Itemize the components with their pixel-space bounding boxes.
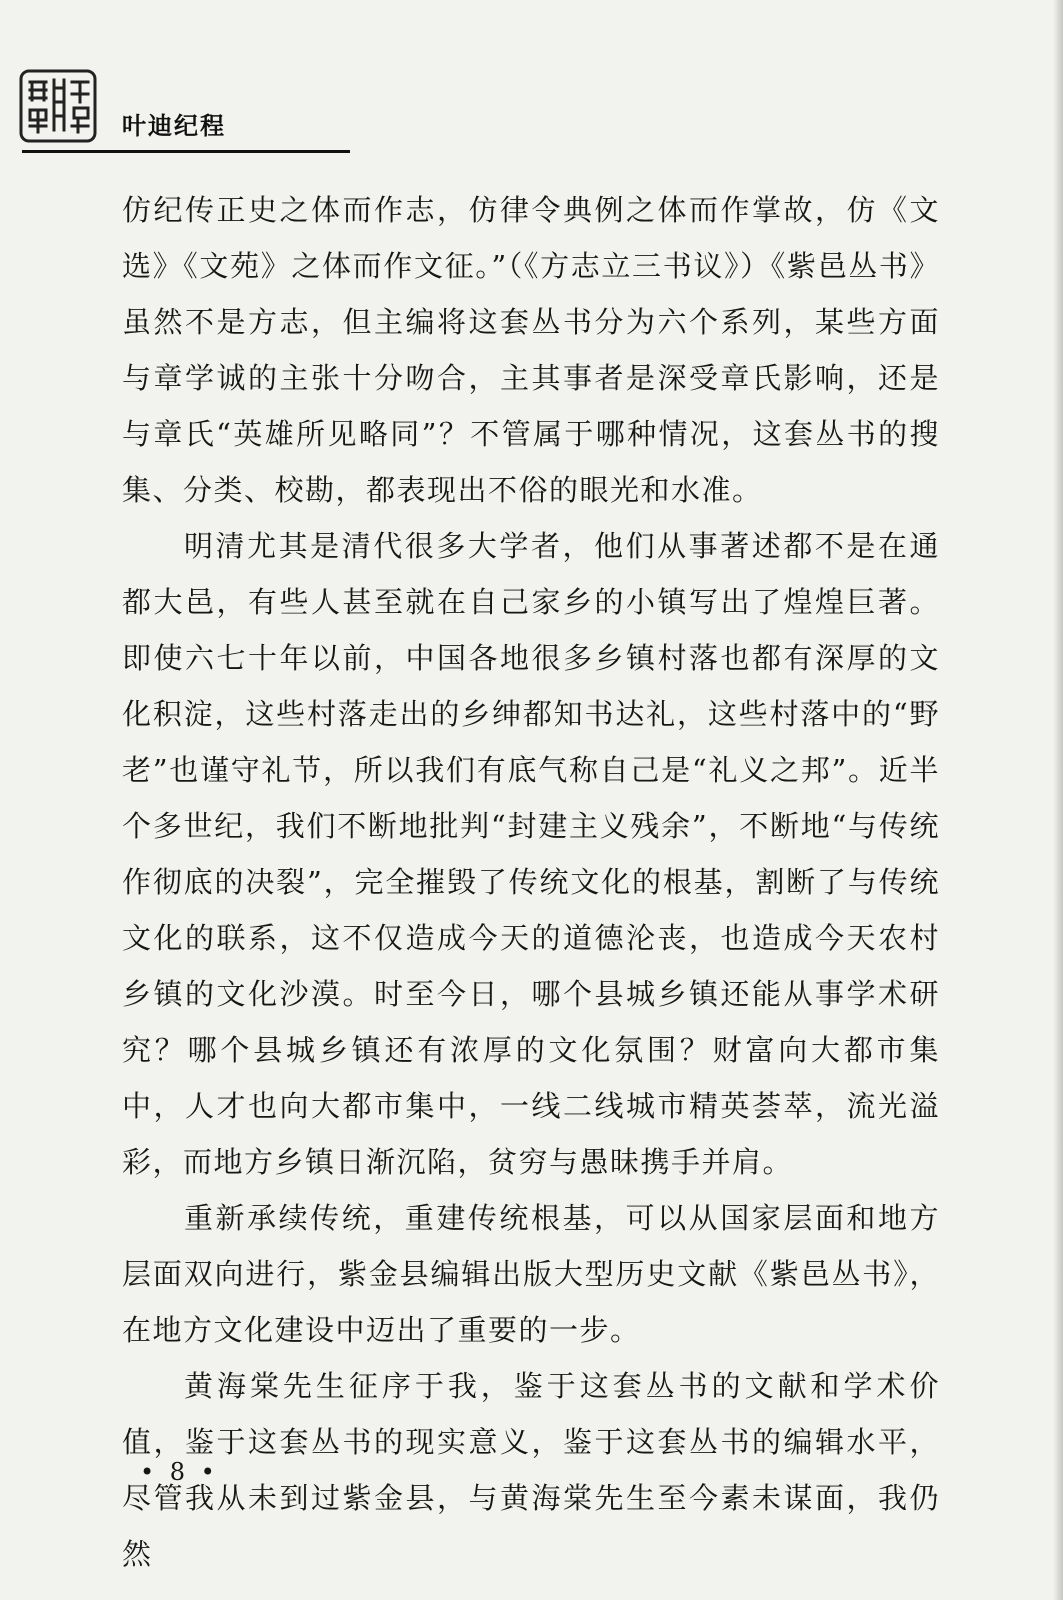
page-header [18,62,358,162]
paragraph: 仿纪传正史之体而作志，仿律令典例之体而作掌故，仿《文选》《文苑》之体而作文征。”（《方志立三书议》）《紫邑丛书》虽然不是方志，但主编将这套丛书分为六个系列，某些方面与章学诚的主张十分吻合，主其事者是深受章氏影响，还是与章氏“英雄所见略同”？不管属于哪种情况，这套丛书的搜集、分类、校勘，都表现出不俗的眼光和水准。 [122,193,940,507]
page-number: • 8 • [140,1458,219,1486]
scan-edge-shadow [1053,0,1063,1600]
body-text [122,182,940,1582]
paragraph: 重新承续传统，重建传统根基，可以从国家层面和地方层面双向进行，紫金县编辑出版大型历史文献《紫邑丛书》，在地方文化建设中迈出了重要的一步。 [122,1201,940,1347]
running-title: 叶迪纪程 [122,112,226,140]
seal-stamp-icon [18,68,98,144]
paragraph: 明清尤其是清代很多大学者，他们从事著述都不是在通都大邑，有些人甚至就在自己家乡的小镇写出了煌煌巨著。即使六七十年以前，中国各地很多乡镇村落也都有深厚的文化积淀，这些村落走出的乡绅都知书达礼，这些村落中的“野老”也谨守礼节，所以我们有底气称自己是“礼义之邦”。近半个多世纪，我们不断地批判“封建主义残余”，不断地“与传统作彻底的决裂”，完全摧毁了传统文化的根基，割断了与传统文化的联系，这不仅造成今天的道德沦丧，也造成今天农村乡镇的文化沙漠。时至今日，哪个县城乡镇还能从事学术研究？哪个县城乡镇还有浓厚的文化氛围？财富向大都市集中，人才也向大都市集中，一线二线城市精英荟萃，流光溢彩，而地方乡镇日渐沉陷，贫穷与愚昧携手并肩。 [122,529,940,1179]
paragraph: 黄海棠先生征序于我，鉴于这套丛书的文献和学术价值，鉴于这套丛书的现实意义，鉴于这套丛书的编辑水平，尽管我从未到过紫金县，与黄海棠先生至今素未谋面，我仍然 [122,1369,940,1571]
header-rule [22,150,350,153]
